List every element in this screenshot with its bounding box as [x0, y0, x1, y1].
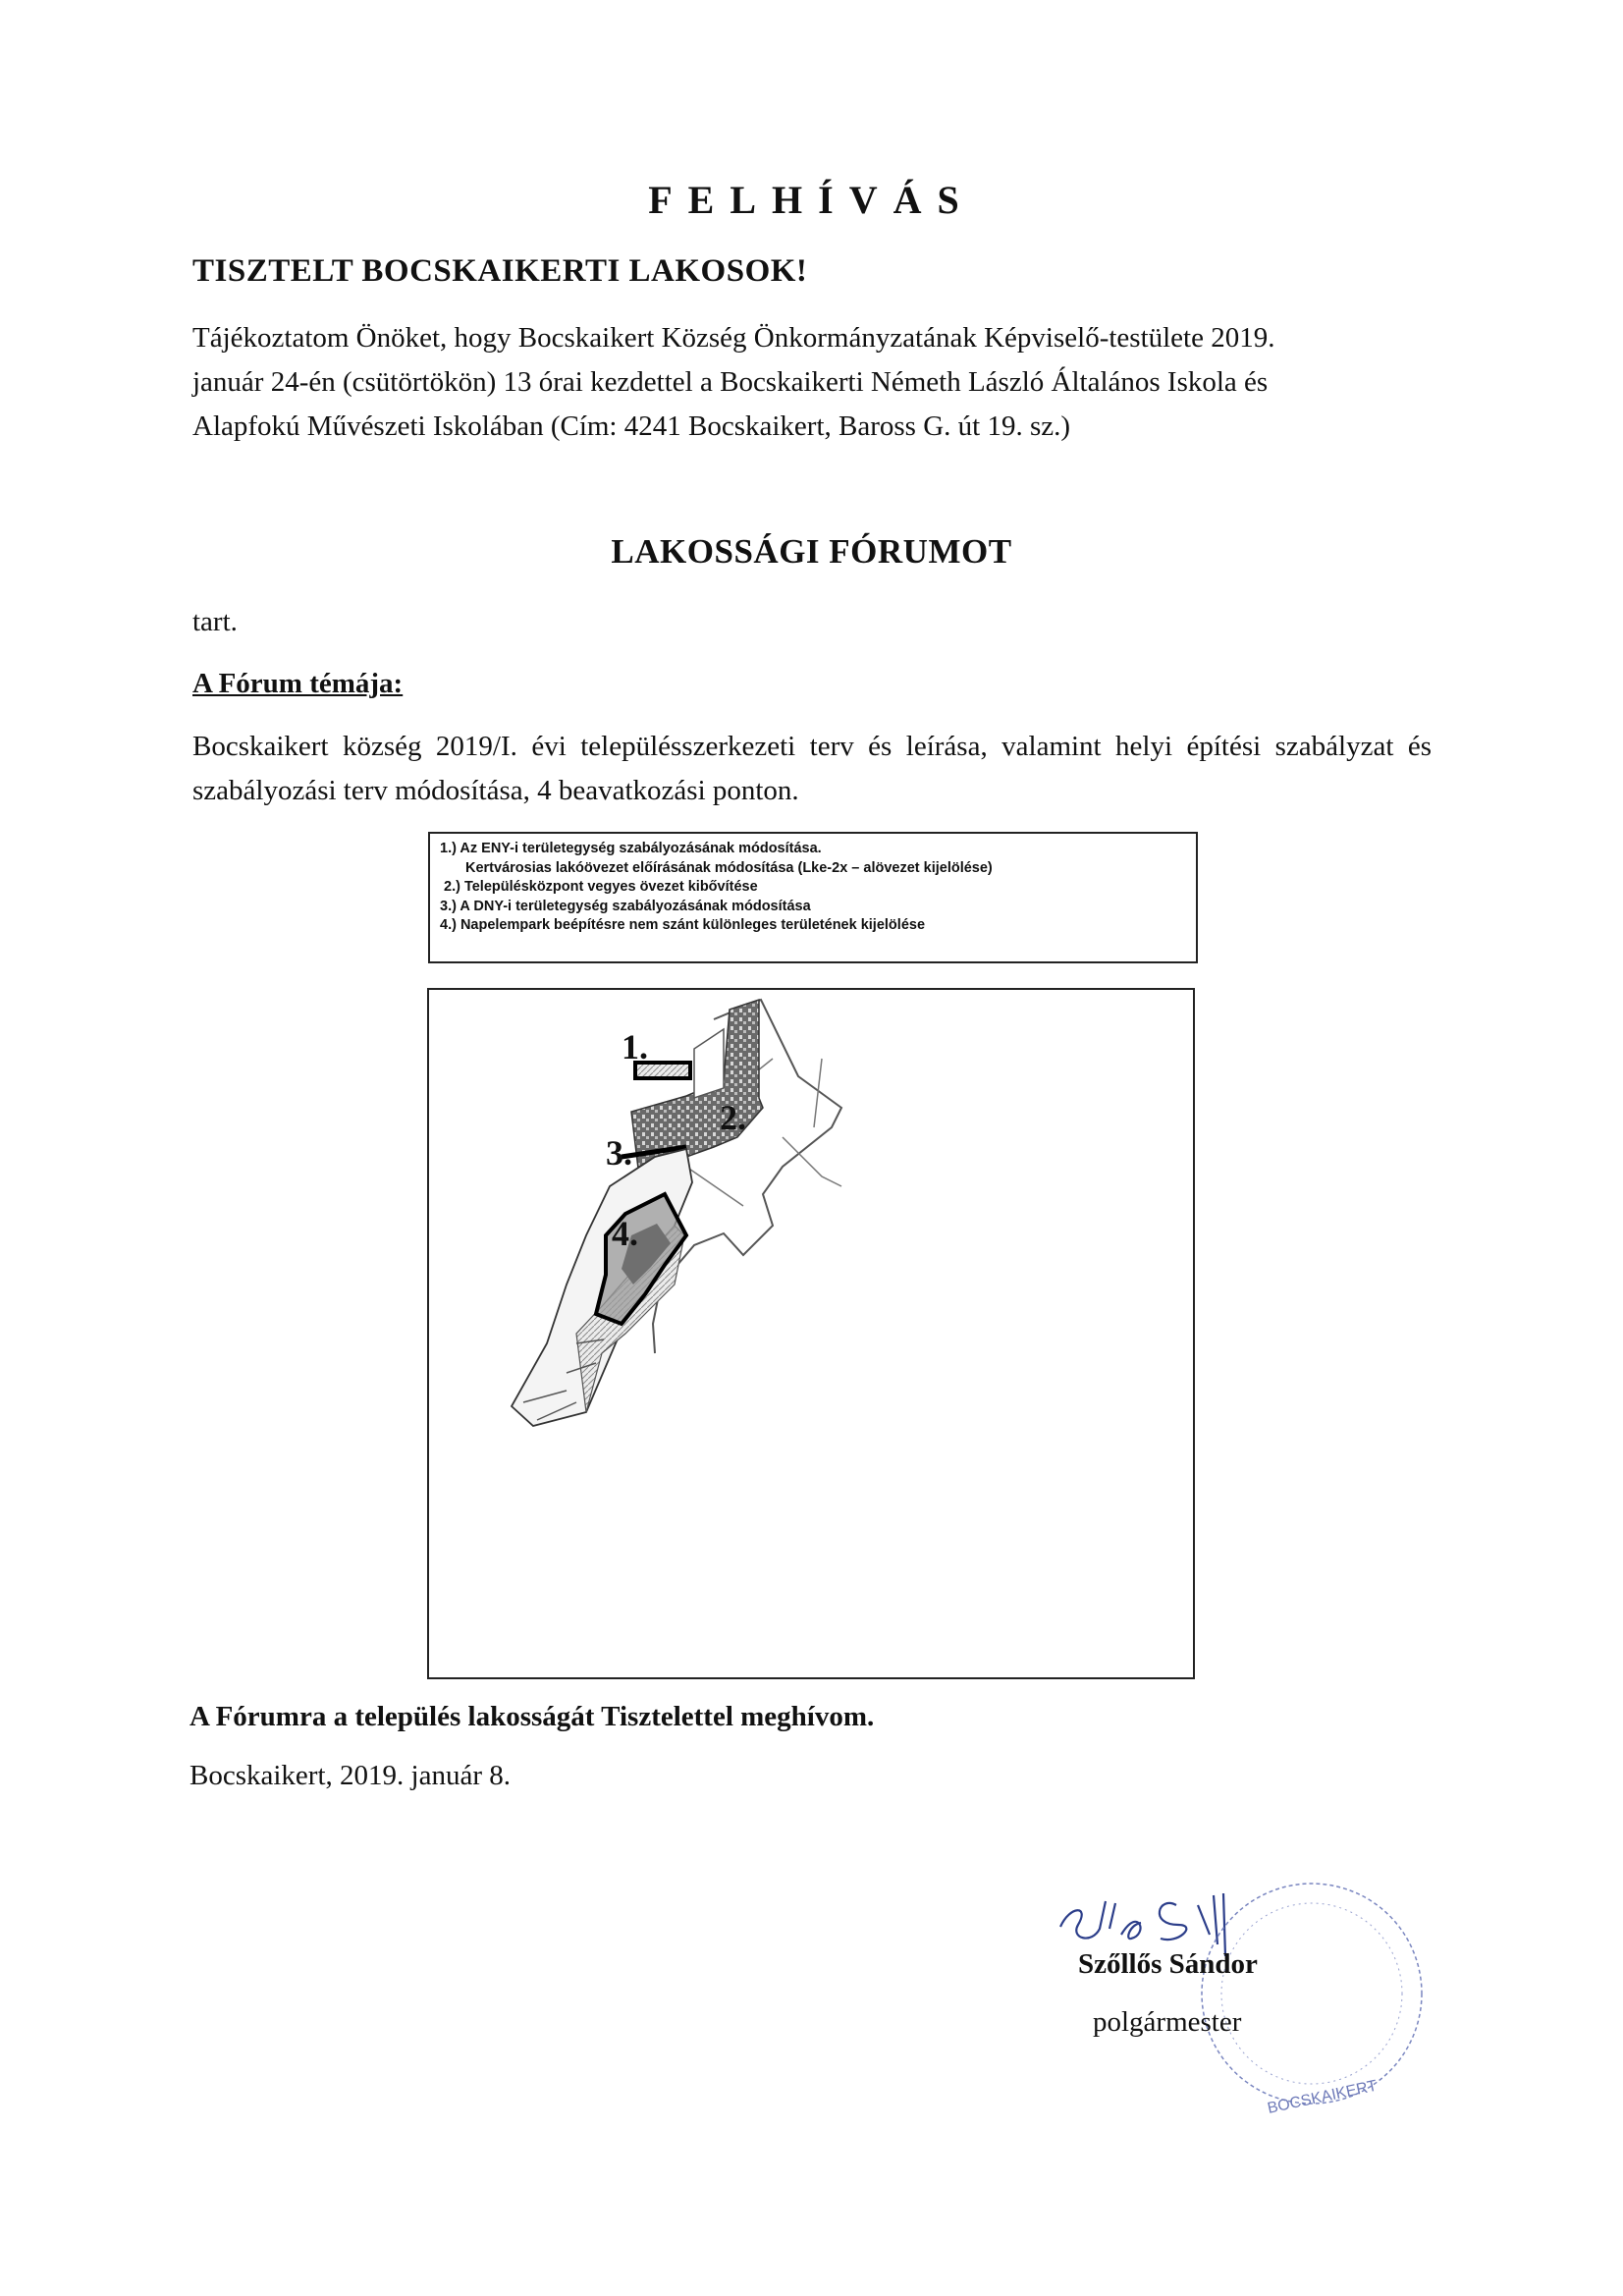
intro-line-3: Alapfokú Művészeti Iskolában (Cím: 4241 Bocskaikert, Baross G. út 19. sz.)	[192, 410, 1071, 442]
place-date: Bocskaikert, 2019. január 8.	[189, 1760, 511, 1791]
signature-stamp	[1031, 1866, 1443, 2121]
zoning-map-drawing	[429, 990, 1193, 1677]
map-label-4: 4.	[612, 1214, 638, 1253]
intro-line-1: Tájékoztatom Önöket, hogy Bocskaikert Község Önkormányzatának Képviselő-testülete 2019.	[192, 322, 1275, 354]
legend-item-4: 4.) Napelempark beépítésre nem szánt különleges területének kijelölése	[440, 917, 926, 933]
signer-name: Szőllős Sándor	[1078, 1948, 1258, 1980]
theme-text: Bocskaikert község 2019/I. évi településszerkezeti terv és leírása, valamint helyi építési szabályzat és szabályozási terv módosítása, 4 beavatkozási ponton.	[192, 731, 1432, 806]
salutation: TISZTELT BOCSKAIKERTI LAKOSOK!	[192, 253, 808, 289]
legend-item-1-detail: Kertvárosias lakóövezet előírásának módosítása (Lke-2x – alövezet kijelölése)	[465, 859, 993, 876]
legend-item-3: 3.) A DNY-i területegység szabályozásának módosítása	[440, 898, 811, 914]
legend-item-1: 1.) Az ENY-i területegység szabályozásának módosítása.	[440, 841, 822, 856]
official-stamp	[1202, 1884, 1422, 2117]
map-label-3: 3.	[606, 1133, 632, 1173]
map-label-2: 2.	[720, 1098, 746, 1137]
theme-heading: A Fórum témája:	[192, 668, 404, 699]
map-label-1: 1.	[622, 1027, 648, 1066]
intro-line-2: január 24-én (csütörtökön) 13 órai kezdettel a Bocskaikerti Németh László Általános Iskola és	[192, 366, 1269, 398]
zoning-map	[427, 988, 1195, 1679]
stamp-text: BOCSKAIKERT	[1266, 2077, 1379, 2117]
document-title: FELHÍVÁS	[648, 178, 975, 222]
handwritten-signature	[1060, 1901, 1141, 1939]
invitation-text: A Fórumra a település lakosságát Tisztelettel meghívom.	[189, 1701, 875, 1732]
intro-paragraph	[192, 316, 1432, 449]
forum-heading: LAKOSSÁGI FÓRUMOT	[611, 532, 1012, 571]
legend-item-2: 2.) Településközpont vegyes övezet kibővítése	[444, 879, 758, 895]
signer-role: polgármester	[1093, 2006, 1242, 2038]
map-legend-box	[428, 832, 1198, 963]
tart-text: tart.	[192, 606, 238, 637]
